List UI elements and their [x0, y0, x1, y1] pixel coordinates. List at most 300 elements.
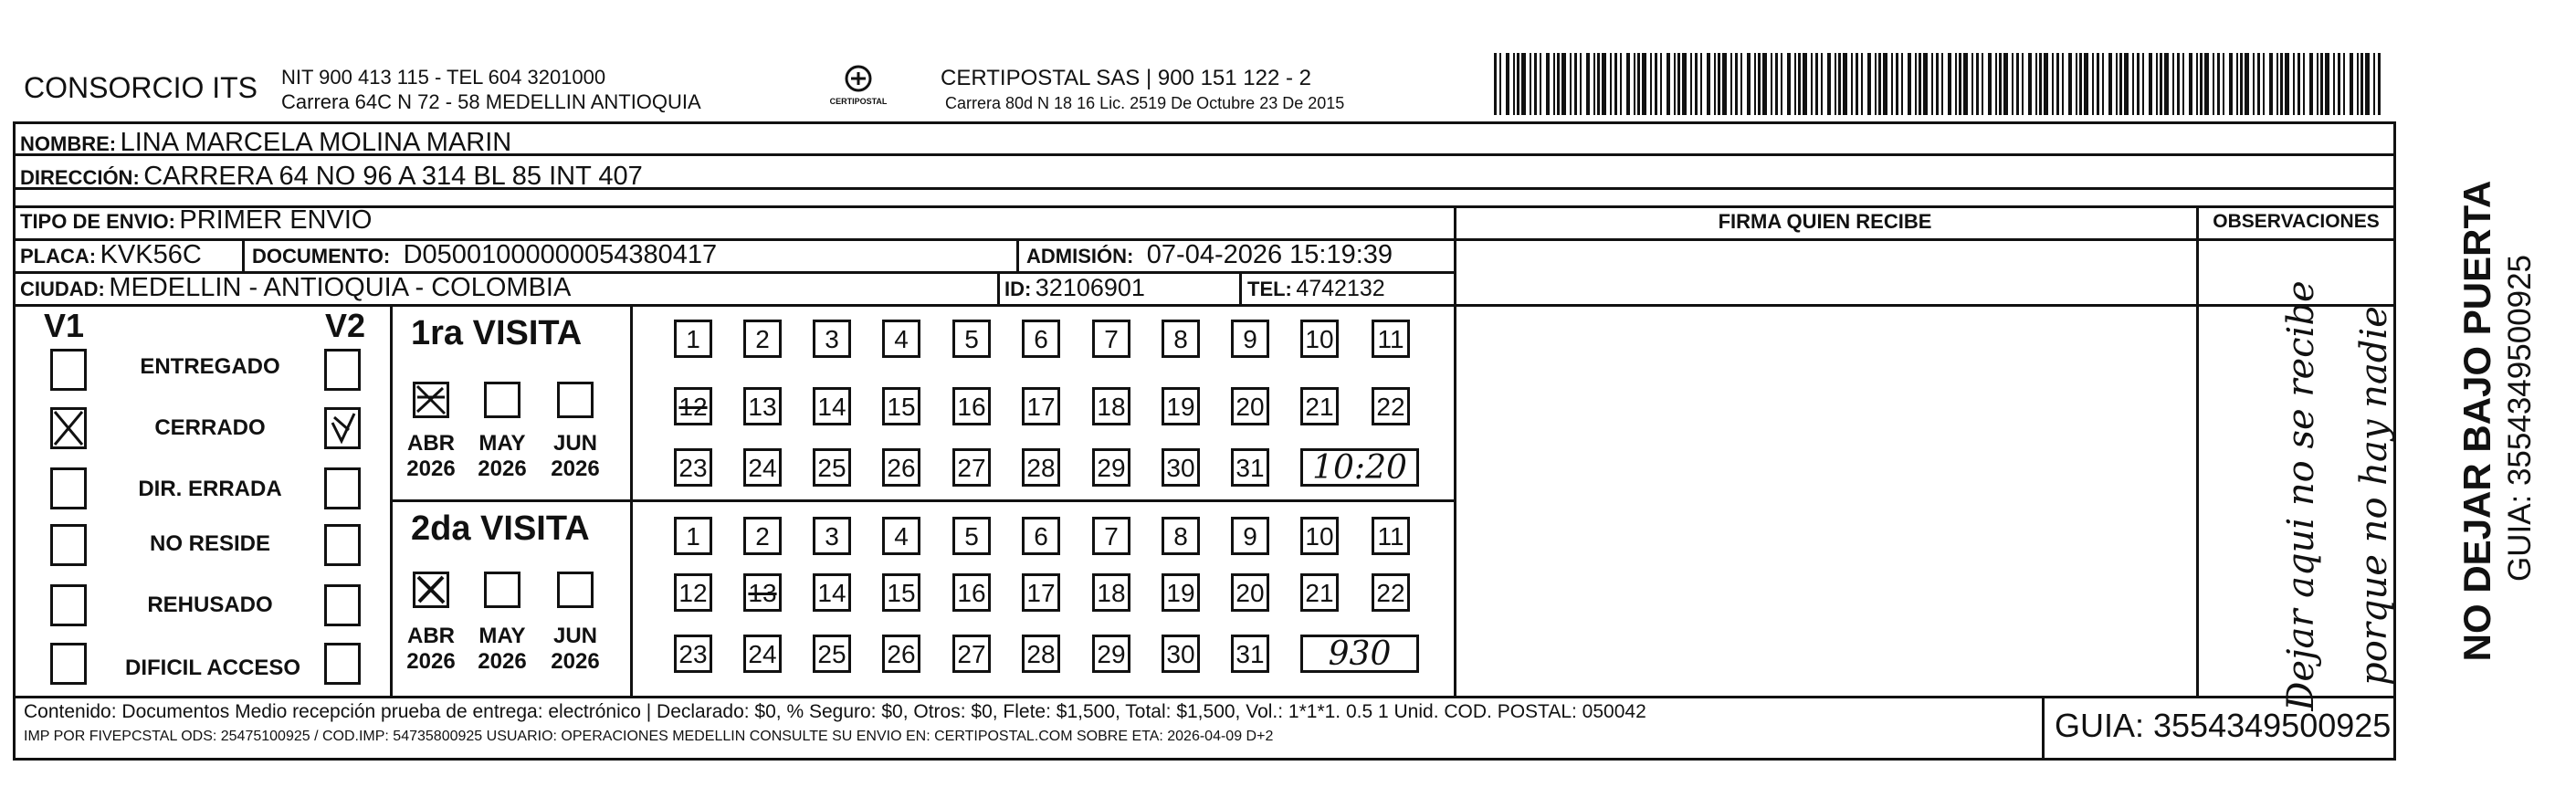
company-nit: NIT 900 413 115 - TEL 604 3201000 [281, 66, 606, 89]
day-23-checkbox[interactable]: 23 [674, 448, 712, 487]
barcode-bar [2003, 53, 2008, 115]
barcode-bar [2236, 53, 2238, 115]
day-5-checkbox[interactable]: 5 [952, 517, 991, 555]
row-divider [13, 304, 2396, 307]
barcode-bar [1614, 53, 1617, 115]
barcode-bar [1586, 53, 1590, 115]
postal-line-1: CERTIPOSTAL SAS | 900 151 122 - 2 [941, 66, 1311, 90]
visit-divider [390, 499, 1454, 502]
v2-cerrado-checkbox[interactable] [324, 407, 361, 449]
month-label: ABR [407, 431, 455, 456]
day-22-checkbox[interactable]: 22 [1372, 573, 1410, 612]
footer-contenido: Contenido: Documentos Medio recepción prueba de entrega: electrónico | Declarado: $0, % Seguro: $0, Otros: $0, Flete: $1,500, Total: $1,500, Vol.: 1*1*1. 0.5 1 Unid. COD. POSTAL: 050042 [24, 701, 1646, 722]
hora-handwritten: 930 [1300, 635, 1419, 673]
barcode-bar [2182, 53, 2184, 115]
day-7-checkbox[interactable]: 7 [1092, 320, 1130, 358]
barcode-bar [2303, 53, 2305, 115]
day-9-checkbox[interactable]: 9 [1231, 517, 1269, 555]
v1-no-reside-checkbox[interactable] [50, 524, 87, 566]
barcode-bar [1561, 53, 1566, 115]
direccion-label: DIRECCIÓN: [20, 166, 140, 189]
barcode-bar [1660, 53, 1662, 115]
barcode-bar [1667, 53, 1670, 115]
day-11-checkbox[interactable]: 11 [1372, 517, 1410, 555]
barcode-bar [1781, 53, 1782, 115]
barcode-bar [2309, 53, 2313, 115]
day-7-checkbox[interactable]: 7 [1092, 517, 1130, 555]
day-18-checkbox[interactable]: 18 [1092, 573, 1130, 612]
documento-field [252, 240, 717, 270]
day-16-checkbox[interactable]: 16 [952, 387, 991, 425]
cell-divider [1016, 238, 1019, 271]
day-28-checkbox[interactable]: 28 [1022, 448, 1060, 487]
barcode-bar [1637, 53, 1640, 115]
barcode-bar [1499, 53, 1501, 115]
barcode-bar [1861, 53, 1863, 115]
barcode-bar [2317, 53, 2318, 115]
direccion-field [20, 162, 643, 192]
barcode-bar [1570, 53, 1572, 115]
barcode-bar [1574, 53, 1577, 115]
barcode-bar [2204, 53, 2209, 115]
barcode-bar [1959, 53, 1961, 115]
barcode-bar [2108, 53, 2112, 115]
status-label: REHUSADO [147, 593, 273, 617]
day-26-checkbox[interactable]: 26 [882, 448, 920, 487]
footer-divider [2042, 696, 2045, 761]
barcode-bar [1534, 53, 1537, 115]
day-25-checkbox[interactable]: 25 [813, 635, 851, 673]
barcode-bar [1915, 53, 1917, 115]
barcode-bar [2223, 53, 2224, 115]
year-label: 2026 [406, 456, 456, 481]
day-12-checkbox[interactable]: 12 [674, 387, 712, 425]
barcode-bar [2217, 53, 2220, 115]
tipo-envio-value: PRIMER ENVIO [179, 205, 373, 235]
barcode-bar [1923, 53, 1928, 115]
footer-guia: GUIA: 3554349500925 [2055, 707, 2392, 744]
barcode-bar [2350, 53, 2353, 115]
observaciones-handwriting-2: porque no hay nadie [2353, 306, 2395, 686]
barcode-bar [1856, 53, 1858, 115]
barcode-bar [2245, 53, 2249, 115]
v2-entregado-checkbox[interactable] [324, 349, 361, 391]
day-13-checkbox[interactable]: 13 [743, 573, 782, 612]
barcode-bar [1494, 53, 1497, 115]
day-5-checkbox[interactable]: 5 [952, 320, 991, 358]
barcode-bar [1999, 53, 2002, 115]
day-8-checkbox[interactable]: 8 [1162, 517, 1200, 555]
barcode-bar [2076, 53, 2077, 115]
ciudad-field [20, 273, 571, 303]
month-label: MAY [478, 624, 526, 648]
day-15-checkbox[interactable]: 15 [882, 573, 920, 612]
day-6-checkbox[interactable]: 6 [1022, 320, 1060, 358]
barcode-bar [1896, 53, 1898, 115]
visit-2-month-jun [543, 624, 607, 675]
day-12-checkbox[interactable]: 12 [674, 573, 712, 612]
cell-divider [1239, 271, 1242, 304]
barcode-bar [2132, 53, 2134, 115]
v2-dificil-acceso-checkbox[interactable] [324, 643, 361, 685]
barcode-bar [1982, 53, 1983, 115]
barcode-bar [2164, 53, 2169, 115]
barcode-bar [1718, 53, 1720, 115]
barcode-bar [1517, 53, 1519, 115]
tel-field [1247, 276, 1385, 302]
barcode-bar [2378, 53, 2381, 115]
barcode-bar [2373, 53, 2375, 115]
ciudad-label: CIUDAD: [20, 278, 105, 300]
cell-divider [242, 238, 245, 271]
barcode-bar [2068, 53, 2072, 115]
day-18-checkbox[interactable]: 18 [1092, 387, 1130, 425]
row-divider [13, 696, 2396, 698]
admision-value: 07-04-2026 15:19:39 [1146, 240, 1393, 269]
barcode-bar [1677, 53, 1680, 115]
barcode-bar [2149, 53, 2152, 115]
visit-1-month-jun [543, 431, 607, 482]
nombre-label: NOMBRE: [20, 132, 117, 155]
day-8-checkbox[interactable]: 8 [1162, 320, 1200, 358]
id-value: 32106901 [1035, 274, 1145, 301]
barcode-bar [1655, 53, 1657, 115]
barcode-bar [2357, 53, 2359, 115]
barcode-bar [1936, 53, 1939, 115]
documento-label: DOCUMENTO: [252, 245, 391, 268]
barcode-bar [2022, 53, 2024, 115]
year-label: 2026 [551, 649, 600, 674]
barcode-bar [2280, 53, 2283, 115]
barcode-bar [1546, 53, 1550, 115]
barcode-bar [2092, 53, 2094, 115]
day-4-checkbox[interactable]: 4 [882, 517, 920, 555]
day-31-checkbox[interactable]: 31 [1231, 635, 1269, 673]
barcode-bar [2124, 53, 2129, 115]
barcode-bar [2160, 53, 2162, 115]
barcode-bar [1901, 53, 1903, 115]
day-29-checkbox[interactable]: 29 [1092, 448, 1130, 487]
day-14-checkbox[interactable]: 14 [813, 573, 851, 612]
barcode-bar [2240, 53, 2243, 115]
barcode-bar [1867, 53, 1871, 115]
barcode-bar [1931, 53, 1933, 115]
barcode-bar [2102, 53, 2104, 115]
barcode-bar [1714, 53, 1716, 115]
day-20-checkbox[interactable]: 20 [1231, 387, 1269, 425]
barcode-bar [1735, 53, 1738, 115]
barcode-bar [1747, 53, 1751, 115]
barcode-bar [1730, 53, 1732, 115]
v2-rehusado-checkbox[interactable] [324, 584, 361, 626]
documento-value: D05001000000054380417 [403, 240, 718, 269]
day-28-checkbox[interactable]: 28 [1022, 635, 1060, 673]
barcode-bar [2012, 53, 2013, 115]
barcode-bar [2365, 53, 2370, 115]
day-21-checkbox[interactable]: 21 [1300, 573, 1339, 612]
status-label: DIFICIL ACCESO [124, 656, 300, 680]
footer-imp: IMP POR FIVEPCSTAL ODS: 25475100925 / COD.IMP: 54735800925 USUARIO: OPERACIONES MEDELLIN CONSULTE SU ENVIO EN: CERTIPOSTAL.COM SOBRE ETA: 2026-04-09 D+2 [24, 729, 1274, 744]
day-24-checkbox[interactable]: 24 [743, 448, 782, 487]
barcode-bar [2257, 53, 2260, 115]
barcode-bar [1821, 53, 1823, 115]
v1-entregado-checkbox[interactable] [50, 349, 87, 391]
barcode-bar [2016, 53, 2019, 115]
barcode-bar [1690, 53, 1692, 115]
postal-line-2: Carrera 80d N 18 16 Lic. 2519 De Octubre 23 De 2015 [945, 94, 1345, 112]
tel-value: 4742132 [1296, 276, 1385, 301]
observaciones-divider [2196, 205, 2199, 696]
nombre-field [20, 128, 511, 158]
day-27-checkbox[interactable]: 27 [952, 448, 991, 487]
day-31-checkbox[interactable]: 31 [1231, 448, 1269, 487]
day-27-checkbox[interactable]: 27 [952, 635, 991, 673]
visit-1-month-may [470, 431, 534, 482]
barcode-bar [2116, 53, 2118, 115]
barcode-bar [1775, 53, 1778, 115]
header-divider [1454, 238, 2396, 241]
barcode-bar [2137, 53, 2140, 115]
barcode-bar [1754, 53, 1756, 115]
barcode-bar [1506, 53, 1509, 115]
nombre-value: LINA MARCELA MOLINA MARIN [120, 128, 512, 157]
barcode-bar [2044, 53, 2048, 115]
barcode-bar [1513, 53, 1515, 115]
barcode-bar [2343, 53, 2345, 115]
barcode-bar [2035, 53, 2037, 115]
barcode-bar [1835, 53, 1836, 115]
barcode-bar [1557, 53, 1560, 115]
v1-rehusado-checkbox[interactable] [50, 584, 87, 626]
barcode-bar [1722, 53, 1727, 115]
visit-1-month-jun-checkbox[interactable] [557, 382, 594, 418]
barcode-bar [1988, 53, 1992, 115]
direccion-value: CARRERA 64 NO 96 A 314 BL 85 INT 407 [143, 162, 643, 191]
day-19-checkbox[interactable]: 19 [1162, 387, 1200, 425]
barcode-bar [1642, 53, 1646, 115]
v1-dificil-acceso-checkbox[interactable] [50, 643, 87, 685]
day-23-checkbox[interactable]: 23 [674, 635, 712, 673]
barcode-bar [1597, 53, 1600, 115]
barcode-bar [2253, 53, 2255, 115]
barcode-bar [2028, 53, 2032, 115]
month-label: MAY [478, 431, 526, 456]
barcode-bar [1634, 53, 1635, 115]
side-guia: GUIA: 3554349500925 [2502, 254, 2538, 582]
month-label: JUN [552, 624, 597, 648]
barcode-bar [2119, 53, 2122, 115]
barcode-bar [1976, 53, 1979, 115]
year-label: 2026 [478, 649, 527, 674]
placa-value: KVK56C [100, 240, 202, 269]
barcode-bar [1798, 53, 1801, 115]
barcode-bar [1530, 53, 1531, 115]
day-21-checkbox[interactable]: 21 [1300, 387, 1339, 425]
barcode-bar [2142, 53, 2144, 115]
barcode-bar [1995, 53, 1997, 115]
barcode-bar [2196, 53, 2198, 115]
barcode-bar [2079, 53, 2082, 115]
barcode-bar [2156, 53, 2158, 115]
day-1-checkbox[interactable]: 1 [674, 517, 712, 555]
day-10-checkbox[interactable]: 10 [1300, 517, 1339, 555]
barcode-bar [1811, 53, 1813, 115]
check-x-icon [415, 384, 447, 415]
barcode-bar [1941, 53, 1943, 115]
barcode-bar [2189, 53, 2192, 115]
day-25-checkbox[interactable]: 25 [813, 448, 851, 487]
firma-label: FIRMA QUIEN RECIBE [1718, 210, 1932, 233]
barcode-bar [1521, 53, 1526, 115]
barcode-bar [1758, 53, 1761, 115]
day-17-checkbox[interactable]: 17 [1022, 573, 1060, 612]
barcode-bar [2276, 53, 2278, 115]
day-15-checkbox[interactable]: 15 [882, 387, 920, 425]
company-address: Carrera 64C N 72 - 58 MEDELLIN ANTIOQUIA [281, 90, 701, 113]
barcode-bar [1593, 53, 1595, 115]
barcode-bar [1919, 53, 1921, 115]
barcode-bar [1948, 53, 1951, 115]
barcode-bar [1843, 53, 1847, 115]
visit-1-month-abr [399, 431, 463, 482]
cell-divider [997, 271, 1000, 304]
no-dejar-bajo-puerta: NO DEJAR BAJO PUERTA [2455, 180, 2498, 662]
barcode-bar [1787, 53, 1791, 115]
status-label: ENTREGADO [140, 354, 280, 379]
day-14-checkbox[interactable]: 14 [813, 387, 851, 425]
barcode-bar [1883, 53, 1887, 115]
barcode-bar [2320, 53, 2323, 115]
barcode-bar [1827, 53, 1831, 115]
day-24-checkbox[interactable]: 24 [743, 635, 782, 673]
id-label: ID: [1004, 278, 1032, 300]
placa-label: PLACA: [20, 245, 97, 268]
barcode-bar [2177, 53, 2180, 115]
barcode-bar [2200, 53, 2203, 115]
day-3-checkbox[interactable]: 3 [813, 320, 851, 358]
barcode-bar [2360, 53, 2363, 115]
barcode-bar [2213, 53, 2214, 115]
barcode-bar [1908, 53, 1911, 115]
day-9-checkbox[interactable]: 9 [1231, 320, 1269, 358]
check-icon [327, 410, 358, 446]
logo-text: CERTIPOSTAL [829, 97, 888, 106]
check-x-icon [53, 410, 84, 446]
barcode [1494, 53, 2385, 115]
v2-dir-errada-checkbox[interactable] [324, 467, 361, 509]
barcode-bar [1650, 53, 1652, 115]
day-17-checkbox[interactable]: 17 [1022, 387, 1060, 425]
barcode-bar [1771, 53, 1772, 115]
hora-handwritten: 10:20 [1300, 448, 1419, 487]
visit-2-month-jun-checkbox[interactable] [557, 572, 594, 608]
barcode-bar [1878, 53, 1881, 115]
admision-field [1026, 240, 1393, 270]
day-29-checkbox[interactable]: 29 [1092, 635, 1130, 673]
placa-field [20, 240, 202, 270]
barcode-bar [1875, 53, 1877, 115]
visit-2-month-may [470, 624, 534, 675]
v1-cerrado-checkbox[interactable] [50, 407, 87, 449]
v1-label: V1 [44, 307, 85, 344]
barcode-bar [1626, 53, 1630, 115]
status-label: NO RESIDE [149, 531, 271, 556]
barcode-bar [1762, 53, 1767, 115]
status-label: CERRADO [154, 415, 266, 440]
day-30-checkbox[interactable]: 30 [1162, 448, 1200, 487]
barcode-bar [2293, 53, 2295, 115]
v1-dir-errada-checkbox[interactable] [50, 467, 87, 509]
year-label: 2026 [551, 456, 600, 481]
barcode-bar [2097, 53, 2099, 115]
month-label: JUN [552, 431, 597, 456]
day-4-checkbox[interactable]: 4 [882, 320, 920, 358]
month-label: ABR [407, 624, 455, 648]
day-2-checkbox[interactable]: 2 [743, 320, 782, 358]
visit-2-title: 2da VISITA [411, 509, 590, 548]
day-10-checkbox[interactable]: 10 [1300, 320, 1339, 358]
v2-label: V2 [325, 307, 366, 344]
barcode-bar [2297, 53, 2300, 115]
visit-1-month-abr-checkbox[interactable] [413, 382, 449, 418]
company-name: CONSORCIO ITS [24, 71, 258, 104]
barcode-bar [1602, 53, 1606, 115]
barcode-bar [1815, 53, 1818, 115]
visit-2-month-abr-checkbox[interactable] [413, 572, 449, 608]
barcode-bar [1540, 53, 1541, 115]
visit-2-month-may-checkbox[interactable] [484, 572, 520, 608]
barcode-bar [2039, 53, 2042, 115]
visit-1-month-may-checkbox[interactable] [484, 382, 520, 418]
day-30-checkbox[interactable]: 30 [1162, 635, 1200, 673]
day-20-checkbox[interactable]: 20 [1231, 573, 1269, 612]
barcode-bar [1700, 53, 1702, 115]
day-26-checkbox[interactable]: 26 [882, 635, 920, 673]
day-6-checkbox[interactable]: 6 [1022, 517, 1060, 555]
day-16-checkbox[interactable]: 16 [952, 573, 991, 612]
check-x-icon [415, 574, 447, 605]
barcode-bar [1891, 53, 1893, 115]
barcode-bar [1620, 53, 1622, 115]
barcode-bar [1963, 53, 1968, 115]
day-13-checkbox[interactable]: 13 [743, 387, 782, 425]
barcode-bar [1838, 53, 1841, 115]
barcode-bar [1674, 53, 1676, 115]
barcode-bar [2056, 53, 2059, 115]
observaciones-handwriting-1: Dejar aqui no se recibe [2280, 280, 2322, 711]
observaciones-label: OBSERVACIONES [2213, 211, 2380, 232]
day-19-checkbox[interactable]: 19 [1162, 573, 1200, 612]
barcode-bar [2285, 53, 2289, 115]
barcode-bar [1740, 53, 1742, 115]
barcode-bar [1580, 53, 1582, 115]
day-3-checkbox[interactable]: 3 [813, 517, 851, 555]
day-1-checkbox[interactable]: 1 [674, 320, 712, 358]
day-11-checkbox[interactable]: 11 [1372, 320, 1410, 358]
status-label: DIR. ERRADA [138, 477, 282, 501]
year-label: 2026 [478, 456, 527, 481]
barcode-bar [2325, 53, 2329, 115]
day-2-checkbox[interactable]: 2 [743, 517, 782, 555]
day-22-checkbox[interactable]: 22 [1372, 387, 1410, 425]
barcode-bar [2062, 53, 2064, 115]
barcode-bar [1553, 53, 1555, 115]
barcode-bar [1955, 53, 1957, 115]
barcode-bar [1794, 53, 1796, 115]
v2-no-reside-checkbox[interactable] [324, 524, 361, 566]
barcode-bar [2172, 53, 2174, 115]
barcode-bar [2333, 53, 2335, 115]
